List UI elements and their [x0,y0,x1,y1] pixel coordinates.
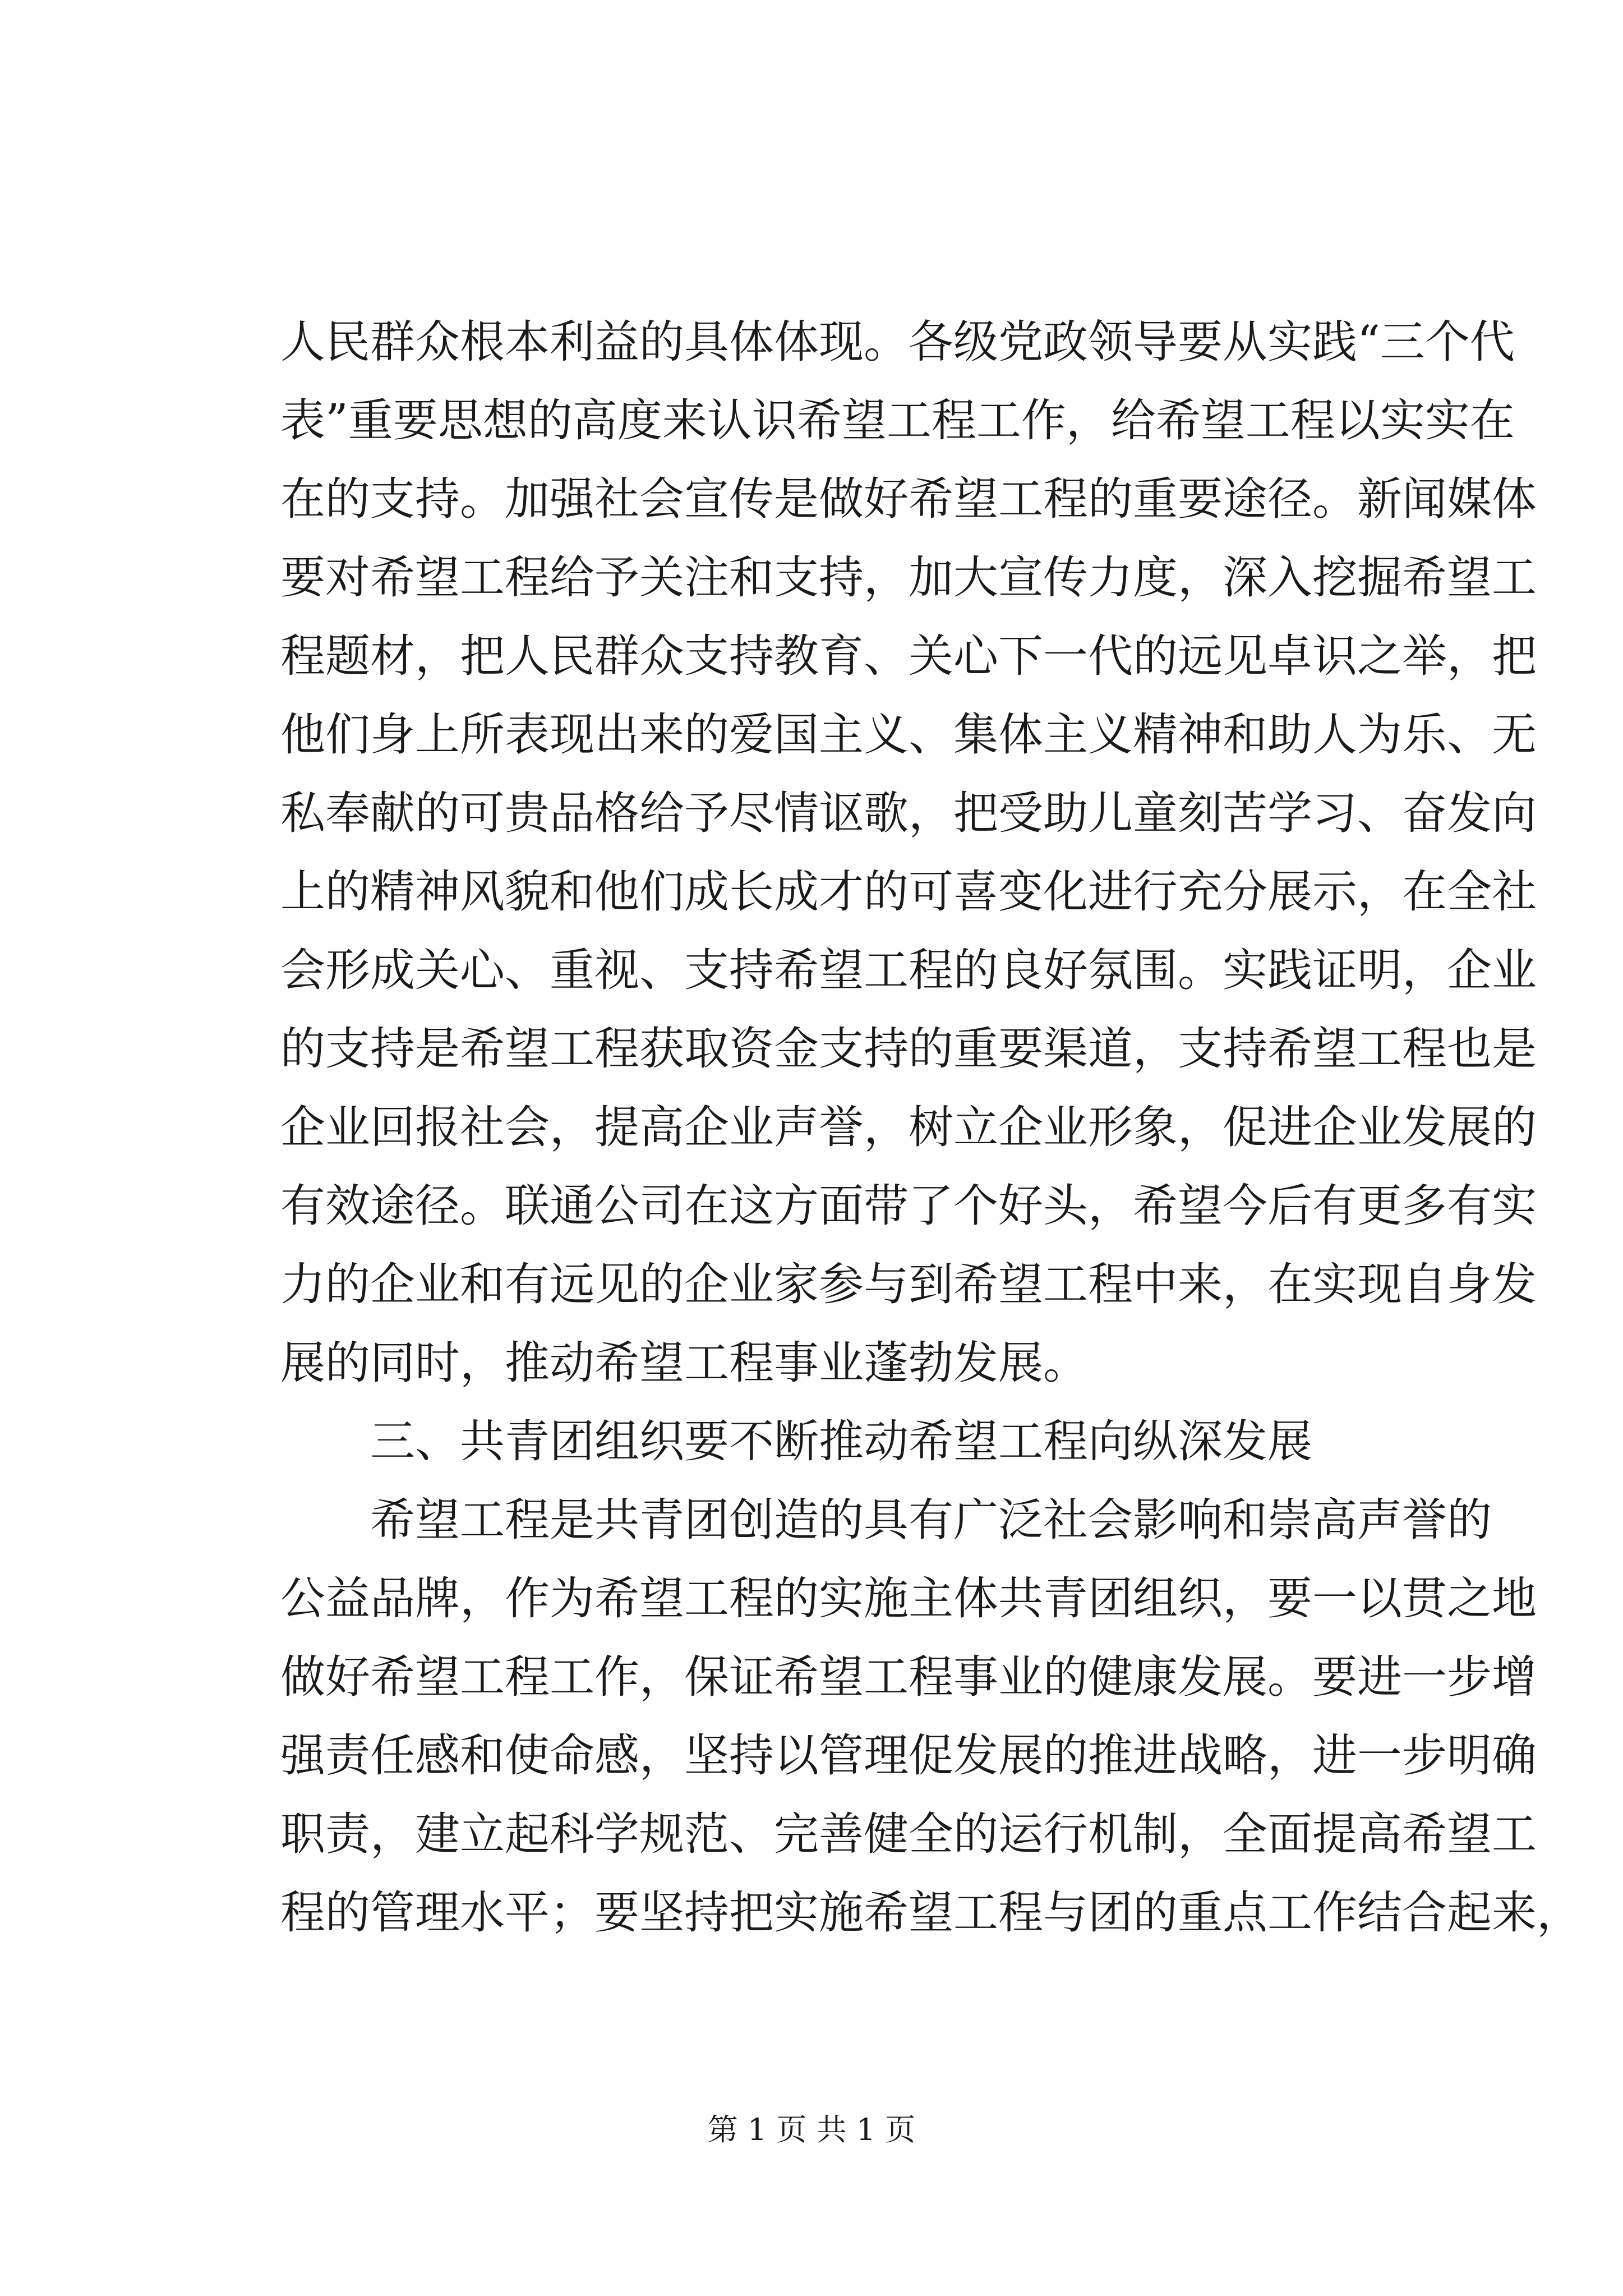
section-heading: 三、共青团组织要不断推动希望工程向纵深发展 [370,1415,1312,1467]
text-line: 希望工程是共青团创造的具有广泛社会影响和崇高声誉的 [370,1494,1492,1546]
text-line: 职责，建立起科学规范、完善健全的运行机制，全面提高希望工 [280,1808,1537,1860]
text-line: 公益品牌，作为希望工程的实施主体共青团组织，要一以贯之地 [280,1572,1537,1625]
text-line: 企业回报社会，提高企业声誉，树立企业形象，促进企业发展的 [280,1101,1537,1153]
text-line: 展的同时，推动希望工程事业蓬勃发展。 [280,1337,1088,1389]
text-line: 会形成关心、重视、支持希望工程的良好氛围。实践证明，企业 [280,944,1537,996]
text-line: 程题材，把人民群众支持教育、关心下一代的远见卓识之举，把 [280,630,1537,682]
text-line: 在的支持。加强社会宣传是做好希望工程的重要途径。新闻媒体 [280,473,1537,525]
text-line: 上的精神风貌和他们成长成才的可喜变化进行充分展示，在全社 [280,866,1537,918]
text-line: 私奉献的可贵品格给予尽情讴歌，把受助儿童刻苦学习、奋发向 [280,787,1537,839]
text-line: 的支持是希望工程获取资金支持的重要渠道，支持希望工程也是 [280,1023,1537,1075]
page-number: 第 1 页 共 1 页 [707,2112,916,2147]
text-line: 表”重要思想的高度来认识希望工程工作，给希望工程以实实在 [280,394,1515,447]
text-line: 人民群众根本利益的具体体现。各级党政领导要从实践“三个代 [280,316,1515,368]
text-line: 强责任感和使命感，坚持以管理促发展的推进战略，进一步明确 [280,1729,1537,1782]
text-line: 做好希望工程工作，保证希望工程事业的健康发展。要进一步增 [280,1651,1537,1703]
text-line: 他们身上所表现出来的爱国主义、集体主义精神和助人为乐、无 [280,708,1537,761]
text-line: 要对希望工程给予关注和支持，加大宣传力度，深入挖掘希望工 [280,551,1537,604]
text-line: 程的管理水平；要坚持把实施希望工程与团的重点工作结合起来， [280,1887,1581,1939]
text-line: 有效途径。联通公司在这方面带了个好头，希望今后有更多有实 [280,1180,1537,1232]
text-line: 力的企业和有远见的企业家参与到希望工程中来，在实现自身发 [280,1258,1537,1310]
